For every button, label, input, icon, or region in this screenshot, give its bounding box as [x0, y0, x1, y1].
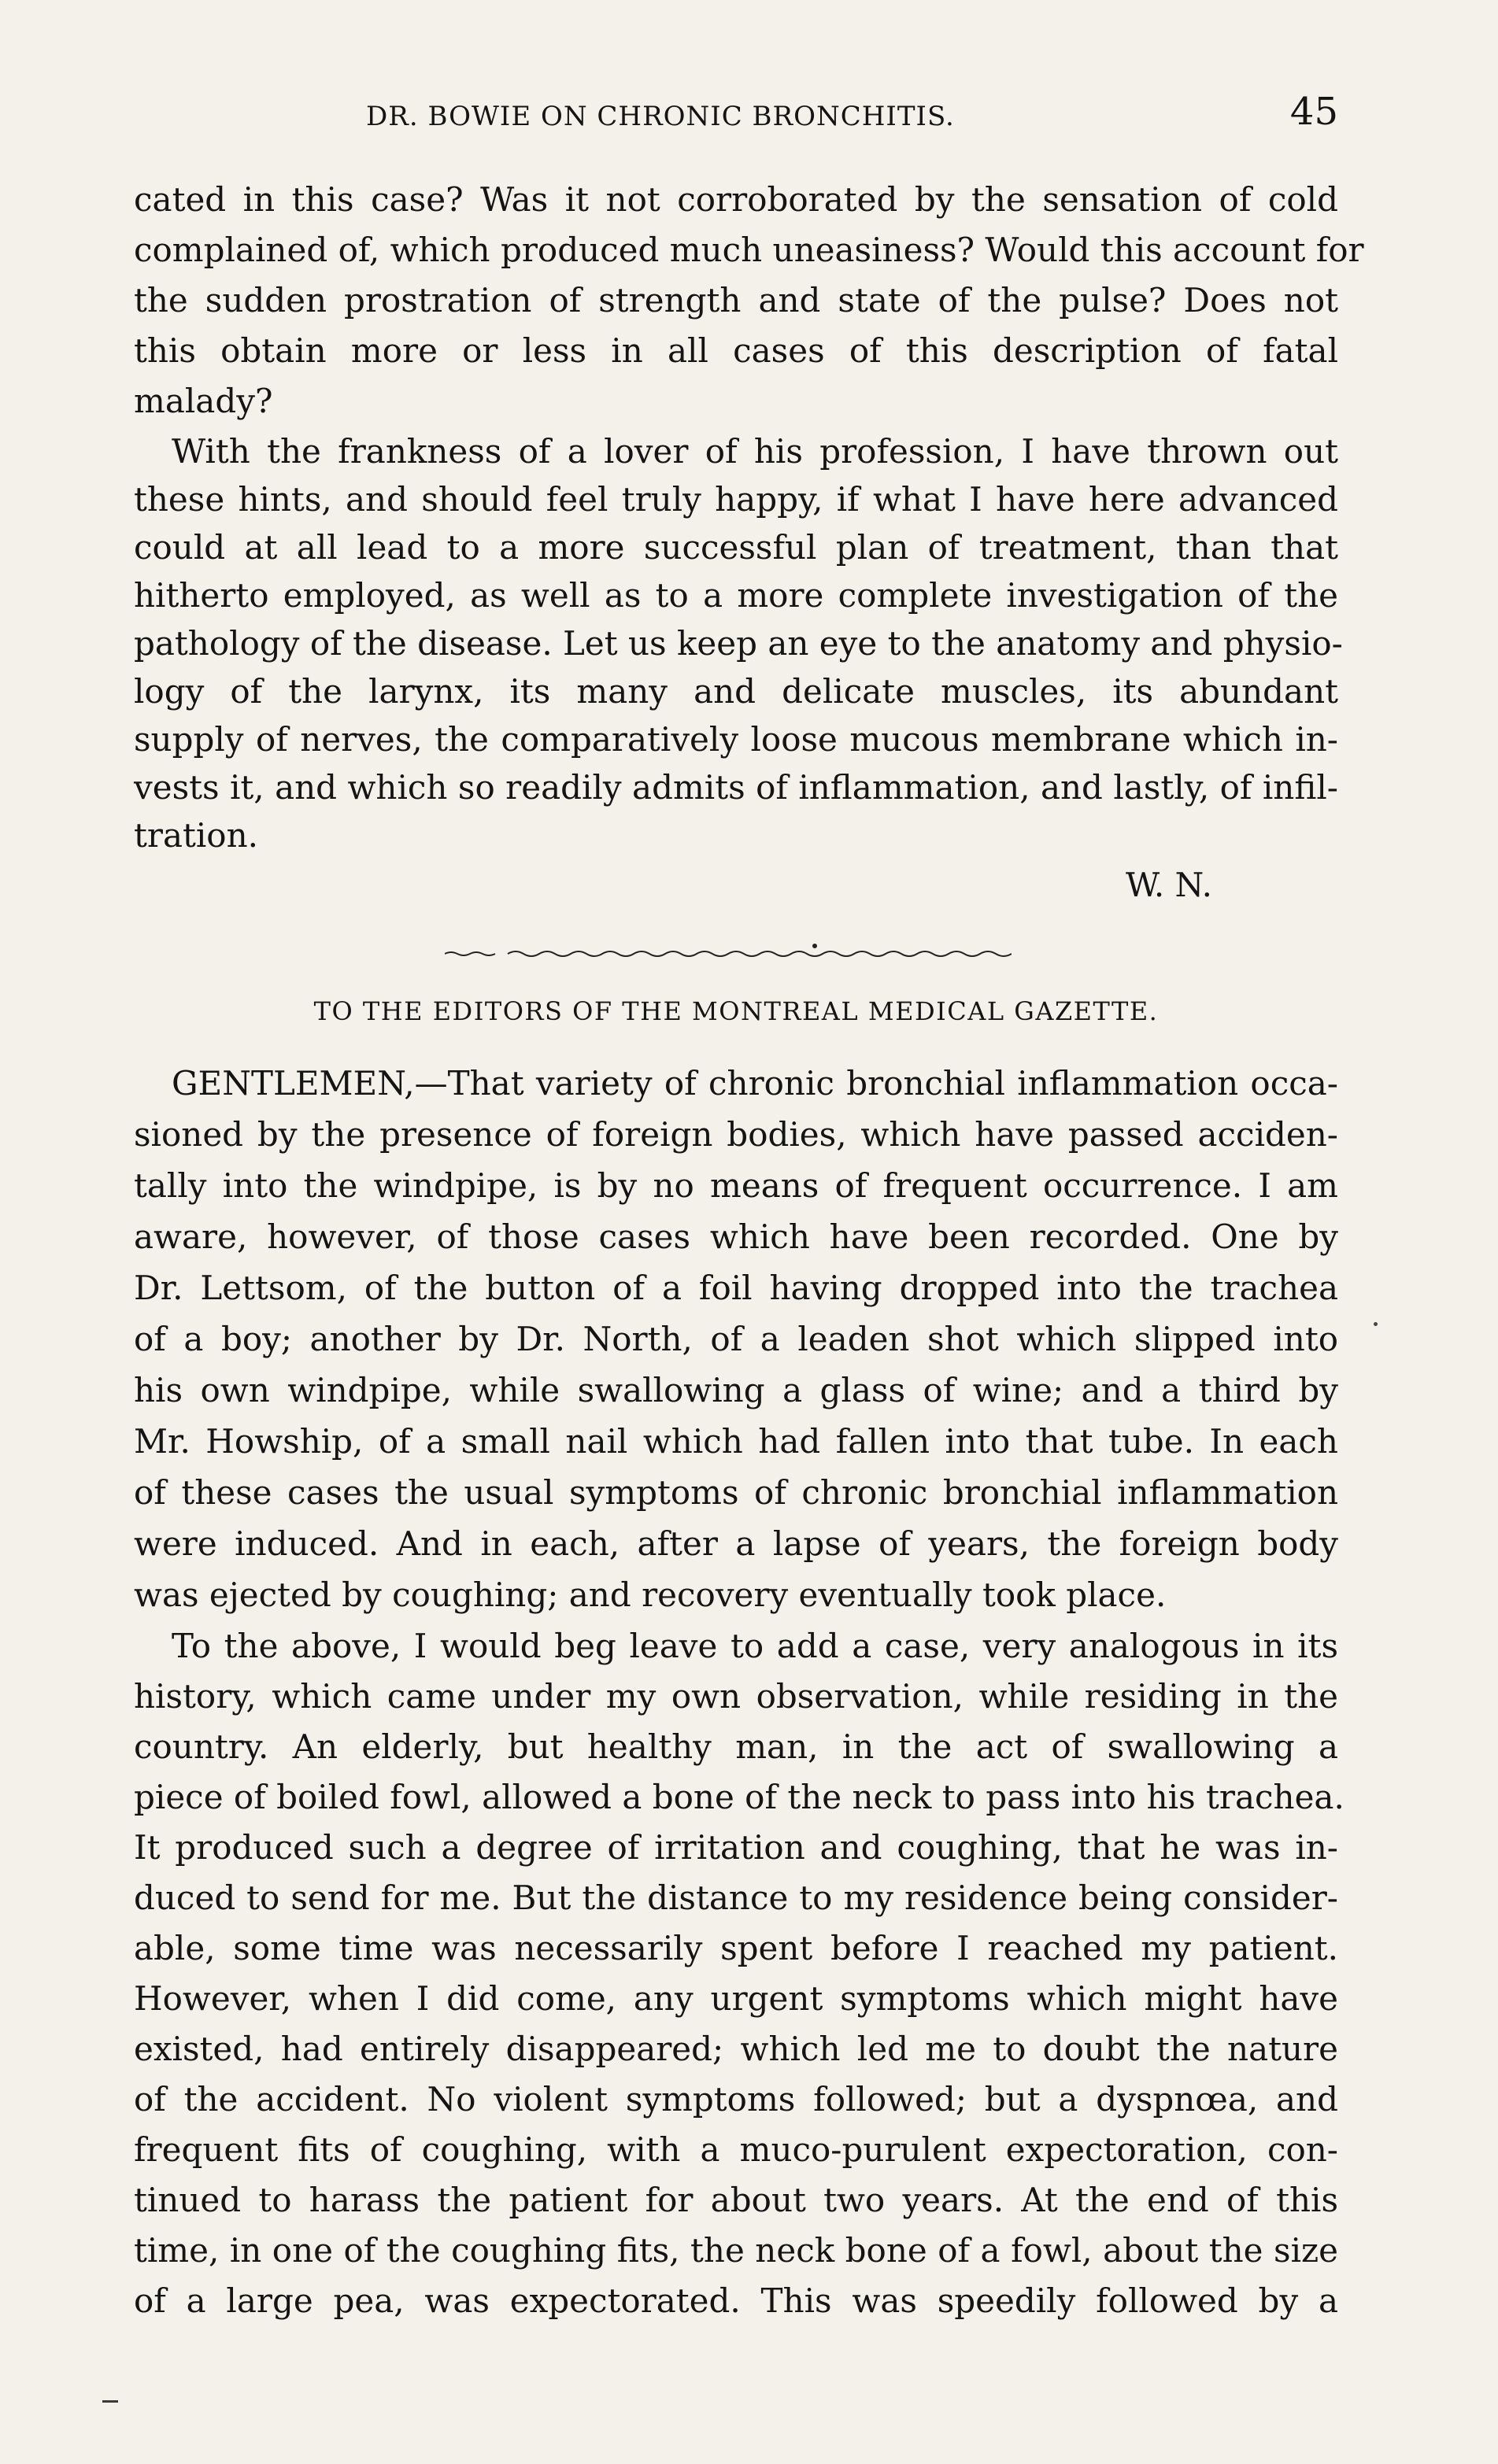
text-line: this obtain more or less in all cases of this description of fatal: [134, 331, 1338, 370]
text-line: country. An elderly, but healthy man, in the act of swallowing a: [134, 1727, 1338, 1766]
text-line: hitherto employed, as well as to a more complete investigation of the: [134, 576, 1338, 615]
running-title: DR. BOWIE ON CHRONIC BRONCHITIS.: [366, 101, 955, 132]
text-line: the sudden prostration of strength and state of the pulse? Does not: [134, 281, 1338, 320]
text-line: cated in this case? Was it not corroborated by the sensation of cold: [134, 180, 1338, 219]
text-line: history, which came under my own observation, while residing in the: [134, 1677, 1338, 1716]
text-line: tinued to harass the patient for about two years. At the end of this: [134, 2181, 1338, 2219]
text-line: could at all lead to a more successful plan of treatment, than that: [134, 528, 1338, 567]
text-line: piece of boiled fowl, allowed a bone of the neck to pass into his trachea.: [134, 1778, 1345, 1816]
margin-speck: [1374, 1322, 1378, 1326]
text-line: complained of, which produced much uneasiness? Would this account for: [134, 231, 1364, 269]
text-line: tration.: [134, 816, 258, 855]
author-signature: W. N.: [1126, 866, 1212, 904]
page-number: 45: [1289, 90, 1338, 134]
text-line: However, when I did come, any urgent symptoms which might have: [134, 1979, 1338, 2018]
text-line: time, in one of the coughing fits, the neck bone of a fowl, about the size: [134, 2231, 1338, 2270]
text-line: existed, had entirely disappeared; which led me to doubt the nature: [134, 2030, 1338, 2068]
text-line: To the above, I would beg leave to add a case, very analogous in its: [172, 1627, 1338, 1665]
text-line: malady?: [134, 382, 273, 420]
text-line: Dr. Lettsom, of the button of a foil having dropped into the trachea: [134, 1269, 1338, 1307]
text-line: of a boy; another by Dr. North, of a leaden shot which slipped into: [134, 1320, 1338, 1358]
margin-dash-mark: [102, 2400, 118, 2403]
text-line: Mr. Howship, of a small nail which had fallen into that tube. In each: [134, 1422, 1338, 1461]
text-line: tally into the windpipe, is by no means of frequent occurrence. I am: [134, 1166, 1338, 1205]
letter-heading: TO THE EDITORS OF THE MONTREAL MEDICAL GAZETTE.: [313, 996, 1159, 1026]
text-line: With the frankness of a lover of his profession, I have thrown out: [172, 432, 1338, 471]
text-line: It produced such a degree of irritation and coughing, that he was in-: [134, 1828, 1338, 1867]
text-line: pathology of the disease. Let us keep an eye to the anatomy and physio-: [134, 624, 1343, 663]
text-line: aware, however, of those cases which have been recorded. One by: [134, 1217, 1338, 1256]
text-line: his own windpipe, while swallowing a glass of wine; and a third by: [134, 1371, 1338, 1409]
text-line: of a large pea, was expectorated. This was speedily followed by a: [134, 2281, 1338, 2320]
text-line: duced to send for me. But the distance to my residence being consider-: [134, 1878, 1338, 1917]
text-line: GENTLEMEN,—That variety of chronic bronchial inflammation occa-: [172, 1064, 1338, 1103]
text-line: of the accident. No violent symptoms followed; but a dyspnœa, and: [134, 2080, 1338, 2119]
text-line: able, some time was necessarily spent before I reached my patient.: [134, 1929, 1338, 1967]
section-divider-ornament: [445, 936, 1012, 968]
text-line: vests it, and which so readily admits of inflammation, and lastly, of infil-: [134, 768, 1338, 807]
text-line: these hints, and should feel truly happy, if what I have here advanced: [134, 480, 1338, 519]
text-line: sioned by the presence of foreign bodies, which have passed acciden-: [134, 1115, 1338, 1154]
text-line: supply of nerves, the comparatively loose mucous membrane which in-: [134, 720, 1338, 759]
text-line: frequent fits of coughing, with a muco-purulent expectoration, con-: [134, 2130, 1338, 2169]
text-line: of these cases the usual symptoms of chronic bronchial inflammation: [134, 1473, 1338, 1512]
running-head: [134, 90, 1338, 140]
text-line: were induced. And in each, after a lapse of years, the foreign body: [134, 1524, 1338, 1563]
text-line: was ejected by coughing; and recovery eventually took place.: [134, 1576, 1167, 1614]
text-line: logy of the larynx, its many and delicate muscles, its abundant: [134, 672, 1338, 711]
